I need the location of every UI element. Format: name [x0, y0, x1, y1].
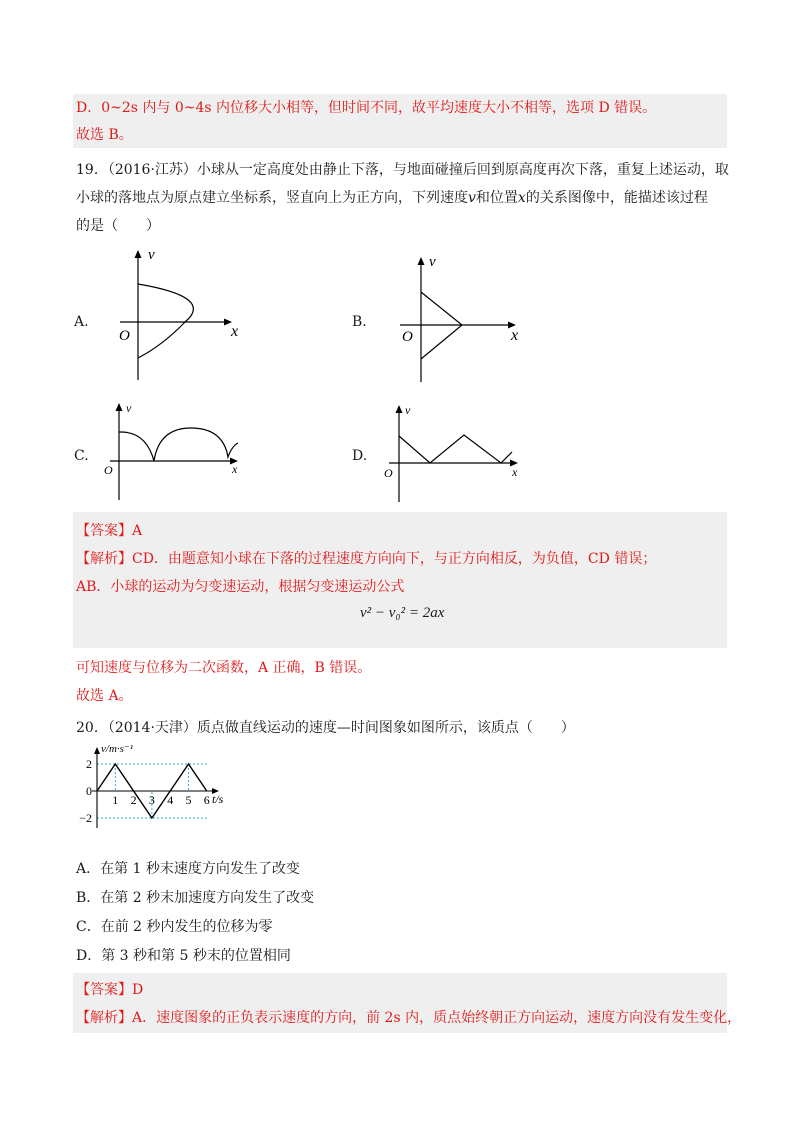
q20-option-d: D．第 3 秒和第 5 秒末的位置相同: [76, 948, 291, 964]
graph-b-v-label: v: [429, 254, 436, 270]
option-b-label: B.: [352, 314, 367, 330]
q20-analysis-tag: 【解析】: [76, 1010, 132, 1026]
vt-xtick-label: 3: [148, 793, 155, 807]
option-a-label: A.: [74, 314, 89, 330]
vt-xtick-label: 6: [203, 793, 210, 807]
var-v: v: [468, 190, 476, 206]
graph-d-origin: O: [384, 466, 393, 480]
q19-answer: 【答案】A: [76, 523, 143, 539]
q19-analysis-1-text: CD．由题意知小球在下落的过程速度方向向下，与正方向相反，为负值，CD 错误；: [132, 551, 657, 567]
q19-analysis-tag: 【解析】: [76, 551, 132, 567]
graph-a-v-label: v: [148, 247, 155, 263]
q19-stem-part-c: 的关系图像中，能描述该过程: [525, 190, 708, 206]
q20-answer: 【答案】D: [76, 982, 144, 998]
q19-stem-part-a: 小球的落地点为原点建立坐标系，竖直向上为正方向，下列速度: [76, 190, 468, 206]
q19-stem-line1: 19．（2016·江苏）小球从一定高度处由静止下落，与地面碰撞后回到原高度再次下落，重复上述运动，取: [76, 162, 729, 178]
conclusion-text: 故选 B。: [76, 127, 133, 143]
graph-d-x-label: x: [512, 465, 518, 479]
q19-stem-line3: 的是（ ）: [76, 218, 160, 234]
vt-xtick-label: 1: [112, 793, 119, 807]
vt-ytick-label: 0: [86, 784, 92, 798]
q20-option-a: A．在第 1 秒末速度方向发生了改变: [76, 861, 300, 877]
q20-option-b: B．在第 2 秒末加速度方向发生了改变: [76, 890, 315, 906]
vt-xtick-label: 5: [185, 793, 192, 807]
vt-v-arrow: [94, 747, 100, 754]
q19-conclusion: 故选 A。: [76, 688, 133, 704]
q19-analysis-2: AB．小球的运动为匀变速运动，根据匀变速运动公式: [76, 579, 405, 595]
option-d-label: D.: [352, 448, 368, 464]
graph-c-v-label: v: [126, 401, 132, 415]
vt-xlabel: t/s: [212, 792, 224, 806]
q20-analysis-1-text: A．速度图象的正负表示速度的方向，前 2s 内，质点始终朝正方向运动，速度方向没有发生变化，: [132, 1010, 742, 1026]
graph-c-origin: O: [104, 463, 113, 477]
q20-analysis-1: [76, 1008, 741, 1028]
graph-d-v-label: v: [405, 403, 411, 417]
graph-c-x-label: x: [232, 462, 238, 476]
option-d-explanation: D．0~2s 内与 0~4s 内位移大小相等，但时间不同，故平均速度大小不相等，选项 D 错误。: [76, 100, 657, 116]
var-x: x: [517, 190, 526, 206]
vt-ytick-label: 2: [86, 757, 92, 771]
vt-xtick-label: 4: [167, 793, 174, 807]
vt-xtick-label: 2: [130, 793, 137, 807]
option-c-label: C.: [74, 448, 89, 464]
vt-ylabel: v/m·s⁻¹: [101, 743, 134, 755]
graph-b-x-label: x: [511, 327, 519, 344]
graph-b-origin: O: [402, 329, 413, 345]
graph-a-x-label: x: [231, 323, 239, 340]
q19-analysis-3: 可知速度与位移为二次函数，A 正确，B 错误。: [76, 660, 372, 676]
q19-stem-part-b: 和位置: [475, 190, 518, 206]
graph-a-origin: O: [119, 328, 130, 344]
q20-option-c: C．在前 2 秒内发生的位移为零: [76, 919, 273, 935]
q20-stem: 20．（2014·天津）质点做直线运动的速度—时间图象如图所示，该质点（ ）: [76, 720, 575, 736]
vt-ytick-label: −2: [79, 811, 92, 825]
q19-formula: v² − v₀² = 2ax: [360, 605, 445, 621]
